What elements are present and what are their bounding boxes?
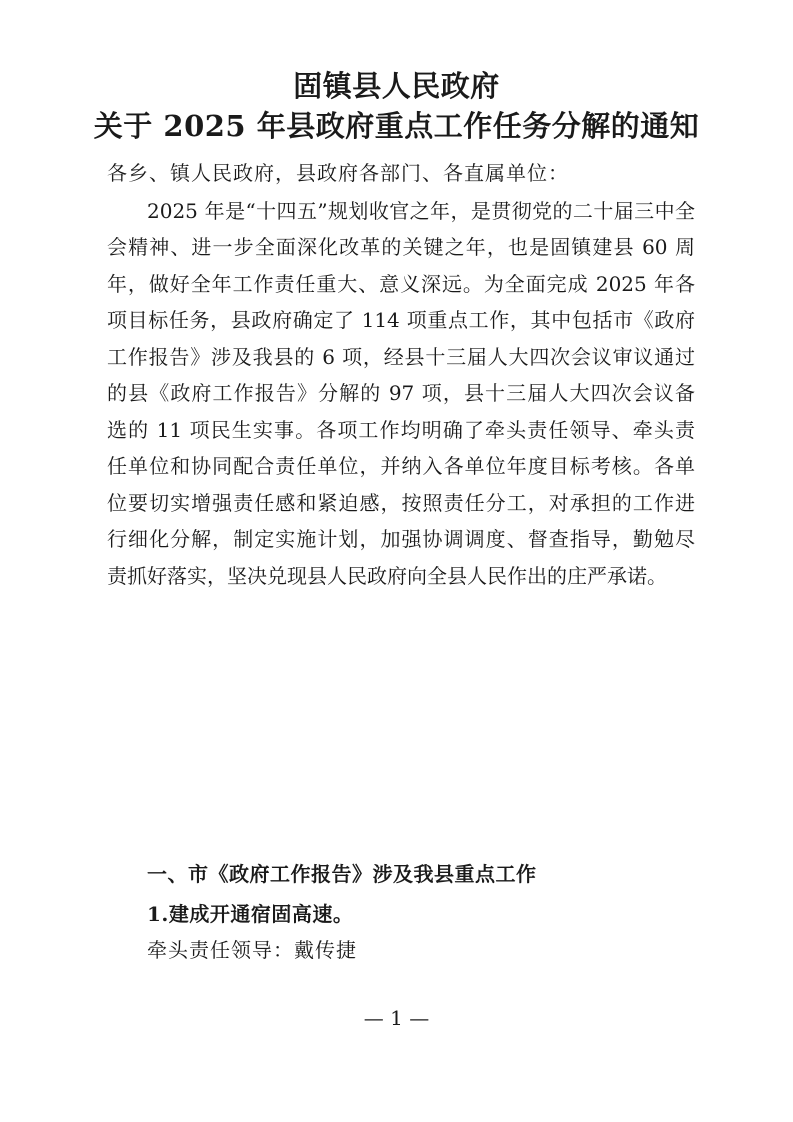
document-title-line-2: 关于 2025 年县政府重点工作任务分解的通知 [93, 109, 700, 143]
item-title: 1.建成开通宿固高速。 [147, 902, 354, 926]
body-line: 2025 年是“十四五”规划收官之年，是贯彻党的二十届三中全 [147, 199, 695, 223]
body-line: 选的 11 项民生实事。各项工作均明确了牵头责任领导、牵头责 [107, 418, 695, 442]
body-line: 责抓好落实，坚决兑现县人民政府向全县人民作出的庄严承诺。 [107, 564, 667, 588]
body-line: 工作报告》涉及我县的 6 项，经县十三届人大四次会议审议通过 [107, 345, 695, 369]
leader-line: 牵头责任领导：戴传捷 [147, 938, 357, 962]
body-line: 年，做好全年工作责任重大、意义深远。为全面完成 2025 年各 [107, 272, 695, 296]
section-heading: 一、市《政府工作报告》涉及我县重点工作 [147, 862, 537, 886]
body-line: 行细化分解，制定实施计划，加强协调调度、督查指导，勤勉尽 [107, 527, 695, 551]
page-number: — 1 — [363, 1006, 430, 1030]
salutation: 各乡、镇人民政府，县政府各部门、各直属单位： [107, 161, 569, 185]
body-line: 的县《政府工作报告》分解的 97 项，县十三届人大四次会议备 [107, 381, 695, 405]
document-title-line-1: 固镇县人民政府 [293, 69, 500, 103]
body-line: 项目标任务，县政府确定了 114 项重点工作，其中包括市《政府 [107, 308, 695, 332]
body-line: 任单位和协同配合责任单位，并纳入各单位年度目标考核。各单 [107, 454, 695, 478]
body-line: 会精神、进一步全面深化改革的关键之年，也是固镇建县 60 周 [107, 235, 695, 259]
body-line: 位要切实增强责任感和紧迫感，按照责任分工，对承担的工作进 [107, 491, 695, 515]
